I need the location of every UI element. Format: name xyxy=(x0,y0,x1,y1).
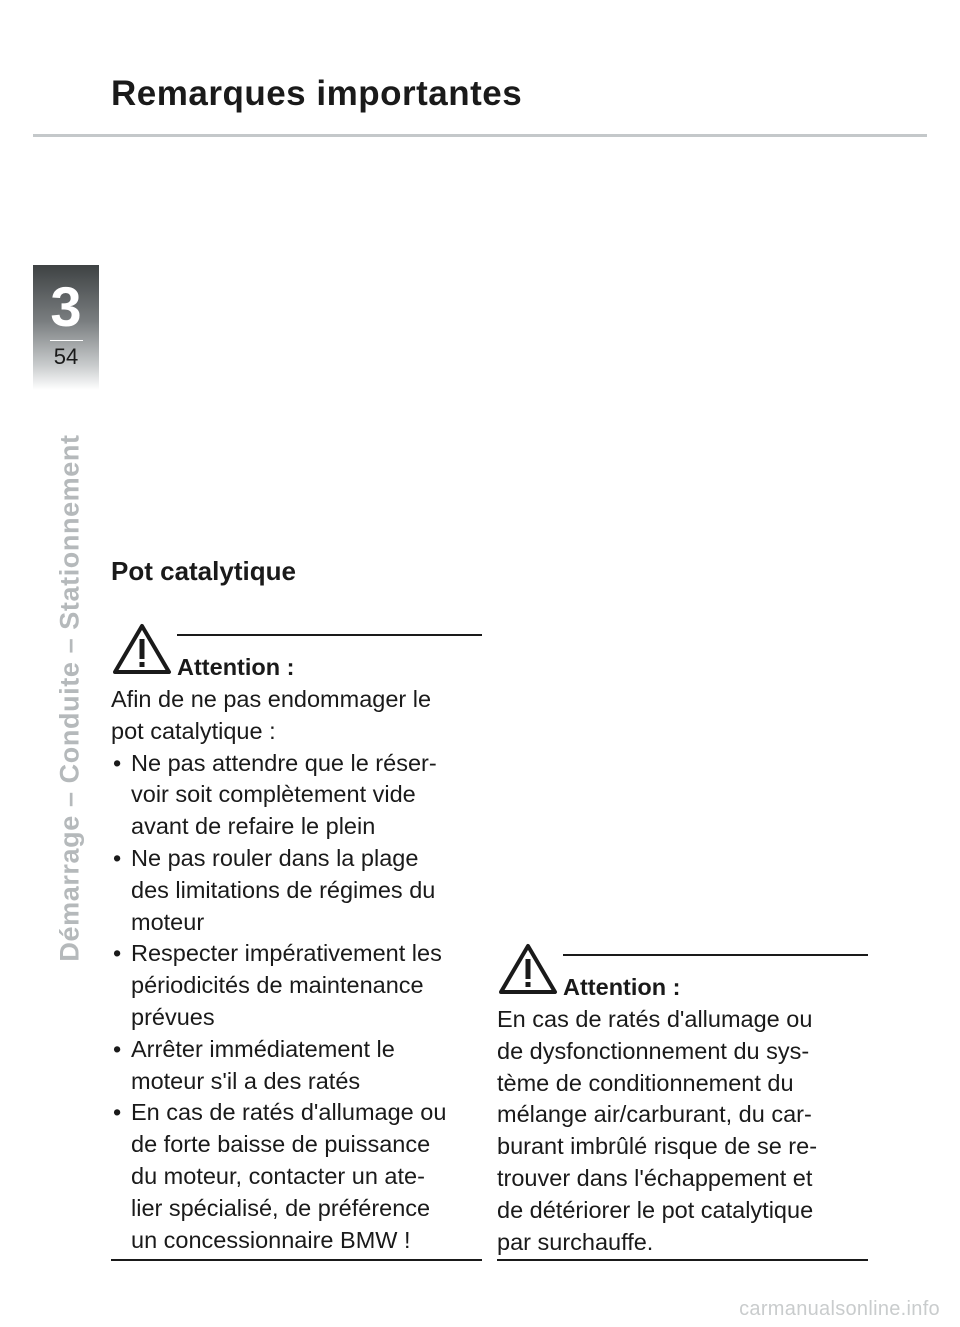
list-item: • En cas de ratés d'allumage ou de forte baisse de puissance du moteur, contacter un ate- lier spécialisé, de préférence un concessionnaire BMW ! xyxy=(111,1097,482,1256)
chapter-tab xyxy=(33,265,99,390)
warning-bottom-rule xyxy=(497,1259,868,1261)
list-item: • Arrêter immédiatement le moteur s'il a des ratés xyxy=(111,1034,482,1098)
page-title: Remarques importantes xyxy=(111,74,523,113)
section-heading: Pot catalytique xyxy=(111,556,296,586)
chapter-rule xyxy=(50,340,83,341)
warning-label: Attention : xyxy=(563,974,681,1000)
warning-label: Attention : xyxy=(177,654,295,680)
warning-list xyxy=(111,748,482,1257)
warning-triangle-icon xyxy=(497,942,559,996)
header-rule xyxy=(33,134,927,137)
warning-intro: En cas de ratés d'allumage ou de dysfonctionnement du sys- tème de conditionnement du mélange air/carburant, du car- burant imbrûlé risque de se re- trouver dans l'échappement et de détériorer le pot catalytique par surchauffe. xyxy=(497,1006,818,1255)
warning-bottom-rule xyxy=(111,1259,482,1261)
watermark: carmanualsonline.info xyxy=(739,1298,940,1320)
warning-intro: Afin de ne pas endommager le pot catalytique : xyxy=(111,686,432,744)
chapter-side-title: Démarrage – Conduite – Stationnement xyxy=(54,434,85,962)
chapter-number: 3 xyxy=(50,275,82,338)
warning-top-rule xyxy=(177,634,482,636)
warning-body xyxy=(111,684,482,1256)
warning-triangle-icon xyxy=(111,622,173,676)
list-item: • Ne pas attendre que le réser- voir soit complètement vide avant de refaire le plein xyxy=(111,748,482,843)
list-item: • Respecter impérativement les périodicités de maintenance prévues xyxy=(111,938,482,1033)
warning-body xyxy=(497,1004,868,1258)
list-item: • Ne pas rouler dans la plage des limitations de régimes du moteur xyxy=(111,843,482,938)
page-number: 54 xyxy=(53,344,79,369)
warning-top-rule xyxy=(563,954,868,956)
